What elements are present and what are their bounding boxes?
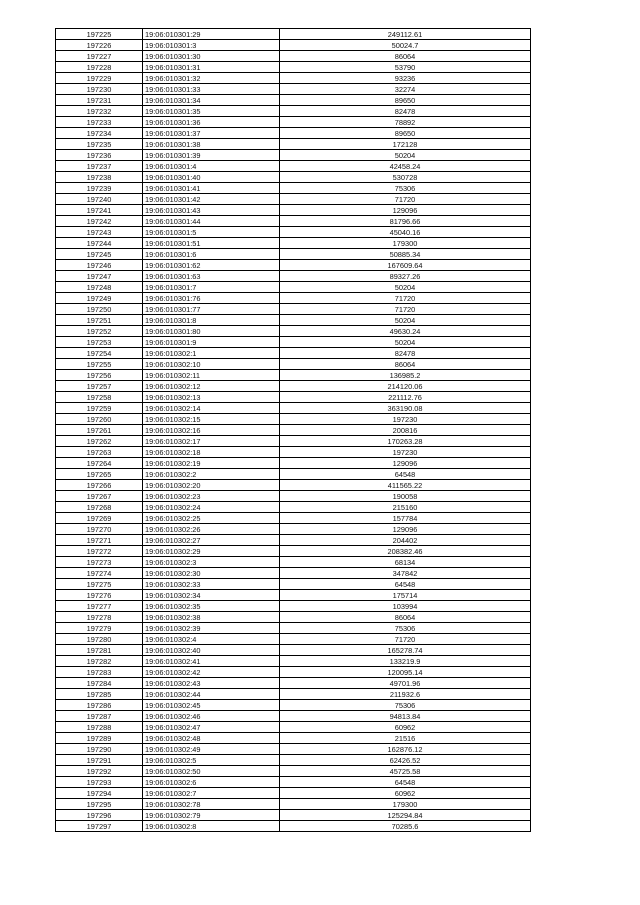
table-row [56, 271, 531, 282]
row-number-cell: 197272 [56, 546, 143, 557]
cadastral-number-cell: 19:06:010302:44 [143, 689, 280, 700]
row-number-cell: 197230 [56, 84, 143, 95]
cadastral-value-cell: 190058 [280, 491, 531, 502]
table-row [56, 73, 531, 84]
cadastral-value-cell: 249112.61 [280, 29, 531, 40]
row-number-cell: 197233 [56, 117, 143, 128]
cadastral-number-cell: 19:06:010301:3 [143, 40, 280, 51]
cadastral-number-cell: 19:06:010301:31 [143, 62, 280, 73]
cadastral-value-cell: 49701.96 [280, 678, 531, 689]
table-row [56, 502, 531, 513]
table-row [56, 557, 531, 568]
row-number-cell: 197242 [56, 216, 143, 227]
cadastral-value-cell: 82478 [280, 106, 531, 117]
table-row [56, 392, 531, 403]
table-row [56, 579, 531, 590]
row-number-cell: 197291 [56, 755, 143, 766]
table-row [56, 678, 531, 689]
table-row [56, 62, 531, 73]
cadastral-value-cell: 75306 [280, 623, 531, 634]
row-number-cell: 197293 [56, 777, 143, 788]
cadastral-value-cell: 133219.9 [280, 656, 531, 667]
cadastral-number-cell: 19:06:010301:30 [143, 51, 280, 62]
cadastral-value-cell: 157784 [280, 513, 531, 524]
row-number-cell: 197296 [56, 810, 143, 821]
cadastral-value-cell: 204402 [280, 535, 531, 546]
table-row [56, 821, 531, 832]
row-number-cell: 197247 [56, 271, 143, 282]
cadastral-number-cell: 19:06:010302:33 [143, 579, 280, 590]
cadastral-number-cell: 19:06:010301:76 [143, 293, 280, 304]
cadastral-number-cell: 19:06:010302:38 [143, 612, 280, 623]
row-number-cell: 197288 [56, 722, 143, 733]
cadastral-value-cell: 167609.64 [280, 260, 531, 271]
table-row [56, 161, 531, 172]
cadastral-number-cell: 19:06:010302:3 [143, 557, 280, 568]
cadastral-value-cell: 60962 [280, 722, 531, 733]
row-number-cell: 197262 [56, 436, 143, 447]
cadastral-number-cell: 19:06:010302:13 [143, 392, 280, 403]
row-number-cell: 197246 [56, 260, 143, 271]
cadastral-number-cell: 19:06:010302:5 [143, 755, 280, 766]
cadastral-number-cell: 19:06:010302:35 [143, 601, 280, 612]
cadastral-value-cell: 50885.34 [280, 249, 531, 260]
table-row [56, 623, 531, 634]
cadastral-number-cell: 19:06:010301:29 [143, 29, 280, 40]
row-number-cell: 197228 [56, 62, 143, 73]
cadastral-value-cell: 136985.2 [280, 370, 531, 381]
row-number-cell: 197240 [56, 194, 143, 205]
table-row [56, 172, 531, 183]
row-number-cell: 197276 [56, 590, 143, 601]
cadastral-number-cell: 19:06:010302:16 [143, 425, 280, 436]
row-number-cell: 197285 [56, 689, 143, 700]
cadastral-number-cell: 19:06:010301:9 [143, 337, 280, 348]
row-number-cell: 197252 [56, 326, 143, 337]
cadastral-number-cell: 19:06:010302:49 [143, 744, 280, 755]
table-row [56, 689, 531, 700]
cadastral-number-cell: 19:06:010302:41 [143, 656, 280, 667]
table-row [56, 194, 531, 205]
row-number-cell: 197269 [56, 513, 143, 524]
cadastral-number-cell: 19:06:010301:42 [143, 194, 280, 205]
cadastral-number-cell: 19:06:010302:43 [143, 678, 280, 689]
cadastral-number-cell: 19:06:010301:38 [143, 139, 280, 150]
table-row [56, 315, 531, 326]
cadastral-value-cell: 64548 [280, 777, 531, 788]
row-number-cell: 197265 [56, 469, 143, 480]
table-row [56, 458, 531, 469]
cadastral-value-cell: 62426.52 [280, 755, 531, 766]
row-number-cell: 197289 [56, 733, 143, 744]
table-row [56, 84, 531, 95]
table-row [56, 645, 531, 656]
cadastral-number-cell: 19:06:010302:7 [143, 788, 280, 799]
cadastral-value-cell: 82478 [280, 348, 531, 359]
table-row [56, 326, 531, 337]
row-number-cell: 197234 [56, 128, 143, 139]
cadastral-value-cell: 120095.14 [280, 667, 531, 678]
cadastral-value-cell: 71720 [280, 304, 531, 315]
row-number-cell: 197277 [56, 601, 143, 612]
cadastral-number-cell: 19:06:010302:10 [143, 359, 280, 370]
table-row [56, 95, 531, 106]
cadastral-value-cell: 129096 [280, 205, 531, 216]
row-number-cell: 197261 [56, 425, 143, 436]
cadastral-number-cell: 19:06:010302:42 [143, 667, 280, 678]
table-row [56, 216, 531, 227]
table-row [56, 403, 531, 414]
cadastral-value-cell: 172128 [280, 139, 531, 150]
row-number-cell: 197237 [56, 161, 143, 172]
cadastral-value-cell: 125294.84 [280, 810, 531, 821]
row-number-cell: 197226 [56, 40, 143, 51]
row-number-cell: 197245 [56, 249, 143, 260]
table-row [56, 700, 531, 711]
table-row [56, 634, 531, 645]
cadastral-number-cell: 19:06:010302:26 [143, 524, 280, 535]
cadastral-number-cell: 19:06:010301:51 [143, 238, 280, 249]
table-body [56, 29, 531, 832]
cadastral-number-cell: 19:06:010302:79 [143, 810, 280, 821]
row-number-cell: 197236 [56, 150, 143, 161]
table-row [56, 788, 531, 799]
row-number-cell: 197287 [56, 711, 143, 722]
cadastral-value-cell: 129096 [280, 524, 531, 535]
cadastral-number-cell: 19:06:010301:43 [143, 205, 280, 216]
row-number-cell: 197260 [56, 414, 143, 425]
table-row [56, 106, 531, 117]
cadastral-number-cell: 19:06:010301:41 [143, 183, 280, 194]
table-row [56, 29, 531, 40]
cadastral-number-cell: 19:06:010302:1 [143, 348, 280, 359]
cadastral-number-cell: 19:06:010301:35 [143, 106, 280, 117]
cadastral-value-cell: 175714 [280, 590, 531, 601]
table-row [56, 425, 531, 436]
cadastral-number-cell: 19:06:010302:47 [143, 722, 280, 733]
cadastral-value-cell: 68134 [280, 557, 531, 568]
row-number-cell: 197273 [56, 557, 143, 568]
cadastral-number-cell: 19:06:010301:8 [143, 315, 280, 326]
cadastral-number-cell: 19:06:010302:27 [143, 535, 280, 546]
row-number-cell: 197259 [56, 403, 143, 414]
cadastral-value-table [55, 28, 531, 832]
cadastral-value-cell: 78892 [280, 117, 531, 128]
row-number-cell: 197241 [56, 205, 143, 216]
row-number-cell: 197295 [56, 799, 143, 810]
cadastral-number-cell: 19:06:010302:11 [143, 370, 280, 381]
table-row [56, 480, 531, 491]
table-row [56, 337, 531, 348]
cadastral-value-cell: 86064 [280, 359, 531, 370]
cadastral-value-cell: 71720 [280, 293, 531, 304]
row-number-cell: 197251 [56, 315, 143, 326]
table-row [56, 755, 531, 766]
cadastral-number-cell: 19:06:010302:46 [143, 711, 280, 722]
row-number-cell: 197227 [56, 51, 143, 62]
cadastral-value-cell: 197230 [280, 447, 531, 458]
table-row [56, 766, 531, 777]
cadastral-number-cell: 19:06:010302:6 [143, 777, 280, 788]
cadastral-value-cell: 215160 [280, 502, 531, 513]
row-number-cell: 197290 [56, 744, 143, 755]
row-number-cell: 197284 [56, 678, 143, 689]
cadastral-number-cell: 19:06:010302:18 [143, 447, 280, 458]
cadastral-value-cell: 81796.66 [280, 216, 531, 227]
cadastral-value-cell: 89650 [280, 95, 531, 106]
row-number-cell: 197225 [56, 29, 143, 40]
cadastral-value-cell: 129096 [280, 458, 531, 469]
row-number-cell: 197263 [56, 447, 143, 458]
cadastral-value-cell: 179300 [280, 799, 531, 810]
cadastral-value-cell: 86064 [280, 51, 531, 62]
cadastral-number-cell: 19:06:010301:39 [143, 150, 280, 161]
table-row [56, 447, 531, 458]
cadastral-value-cell: 221112.76 [280, 392, 531, 403]
cadastral-number-cell: 19:06:010302:40 [143, 645, 280, 656]
table-row [56, 249, 531, 260]
cadastral-value-cell: 21516 [280, 733, 531, 744]
cadastral-number-cell: 19:06:010301:44 [143, 216, 280, 227]
row-number-cell: 197268 [56, 502, 143, 513]
cadastral-number-cell: 19:06:010302:24 [143, 502, 280, 513]
row-number-cell: 197249 [56, 293, 143, 304]
cadastral-value-cell: 103994 [280, 601, 531, 612]
cadastral-number-cell: 19:06:010302:78 [143, 799, 280, 810]
row-number-cell: 197239 [56, 183, 143, 194]
cadastral-value-cell: 75306 [280, 183, 531, 194]
table-row [56, 722, 531, 733]
table-row [56, 293, 531, 304]
table-row [56, 304, 531, 315]
cadastral-number-cell: 19:06:010302:34 [143, 590, 280, 601]
cadastral-number-cell: 19:06:010301:5 [143, 227, 280, 238]
table-row [56, 546, 531, 557]
cadastral-value-cell: 411565.22 [280, 480, 531, 491]
cadastral-value-cell: 71720 [280, 634, 531, 645]
cadastral-value-cell: 50024.7 [280, 40, 531, 51]
cadastral-number-cell: 19:06:010302:8 [143, 821, 280, 832]
table-row [56, 656, 531, 667]
table-row [56, 601, 531, 612]
cadastral-value-cell: 42458.24 [280, 161, 531, 172]
cadastral-value-cell: 60962 [280, 788, 531, 799]
cadastral-value-cell: 45725.58 [280, 766, 531, 777]
cadastral-number-cell: 19:06:010301:6 [143, 249, 280, 260]
table-row [56, 667, 531, 678]
table-row [56, 117, 531, 128]
cadastral-value-cell: 32274 [280, 84, 531, 95]
row-number-cell: 197266 [56, 480, 143, 491]
row-number-cell: 197264 [56, 458, 143, 469]
cadastral-number-cell: 19:06:010302:45 [143, 700, 280, 711]
cadastral-number-cell: 19:06:010302:23 [143, 491, 280, 502]
row-number-cell: 197250 [56, 304, 143, 315]
cadastral-value-cell: 45040.16 [280, 227, 531, 238]
table-row [56, 491, 531, 502]
row-number-cell: 197297 [56, 821, 143, 832]
table-row [56, 150, 531, 161]
row-number-cell: 197235 [56, 139, 143, 150]
row-number-cell: 197281 [56, 645, 143, 656]
cadastral-number-cell: 19:06:010301:7 [143, 282, 280, 293]
cadastral-number-cell: 19:06:010301:63 [143, 271, 280, 282]
row-number-cell: 197283 [56, 667, 143, 678]
cadastral-number-cell: 19:06:010302:15 [143, 414, 280, 425]
row-number-cell: 197256 [56, 370, 143, 381]
cadastral-number-cell: 19:06:010302:17 [143, 436, 280, 447]
cadastral-number-cell: 19:06:010302:25 [143, 513, 280, 524]
row-number-cell: 197286 [56, 700, 143, 711]
cadastral-value-cell: 49630.24 [280, 326, 531, 337]
table-row [56, 469, 531, 480]
row-number-cell: 197238 [56, 172, 143, 183]
cadastral-value-cell: 70285.6 [280, 821, 531, 832]
row-number-cell: 197244 [56, 238, 143, 249]
row-number-cell: 197231 [56, 95, 143, 106]
table-row [56, 733, 531, 744]
cadastral-number-cell: 19:06:010301:34 [143, 95, 280, 106]
table-row [56, 810, 531, 821]
table-row [56, 436, 531, 447]
cadastral-value-cell: 64548 [280, 579, 531, 590]
cadastral-number-cell: 19:06:010302:4 [143, 634, 280, 645]
row-number-cell: 197279 [56, 623, 143, 634]
table-row [56, 612, 531, 623]
cadastral-number-cell: 19:06:010301:36 [143, 117, 280, 128]
table-row [56, 568, 531, 579]
cadastral-value-cell: 86064 [280, 612, 531, 623]
table-row [56, 359, 531, 370]
cadastral-value-cell: 71720 [280, 194, 531, 205]
row-number-cell: 197292 [56, 766, 143, 777]
cadastral-value-cell: 170263.28 [280, 436, 531, 447]
table-row [56, 535, 531, 546]
table-row [56, 183, 531, 194]
cadastral-number-cell: 19:06:010302:50 [143, 766, 280, 777]
cadastral-number-cell: 19:06:010301:33 [143, 84, 280, 95]
table-row [56, 777, 531, 788]
row-number-cell: 197275 [56, 579, 143, 590]
cadastral-number-cell: 19:06:010302:30 [143, 568, 280, 579]
row-number-cell: 197254 [56, 348, 143, 359]
table-row [56, 799, 531, 810]
cadastral-value-cell: 363190.08 [280, 403, 531, 414]
table-row [56, 238, 531, 249]
cadastral-value-cell: 200816 [280, 425, 531, 436]
table-row [56, 590, 531, 601]
cadastral-value-cell: 165278.74 [280, 645, 531, 656]
cadastral-number-cell: 19:06:010302:20 [143, 480, 280, 491]
table-row [56, 711, 531, 722]
row-number-cell: 197270 [56, 524, 143, 535]
row-number-cell: 197248 [56, 282, 143, 293]
cadastral-value-cell: 208382.46 [280, 546, 531, 557]
cadastral-number-cell: 19:06:010301:40 [143, 172, 280, 183]
row-number-cell: 197257 [56, 381, 143, 392]
row-number-cell: 197258 [56, 392, 143, 403]
cadastral-number-cell: 19:06:010301:80 [143, 326, 280, 337]
row-number-cell: 197271 [56, 535, 143, 546]
cadastral-value-cell: 75306 [280, 700, 531, 711]
row-number-cell: 197278 [56, 612, 143, 623]
cadastral-value-cell: 53790 [280, 62, 531, 73]
cadastral-number-cell: 19:06:010301:37 [143, 128, 280, 139]
row-number-cell: 197253 [56, 337, 143, 348]
table-row [56, 524, 531, 535]
cadastral-value-cell: 530728 [280, 172, 531, 183]
row-number-cell: 197294 [56, 788, 143, 799]
cadastral-value-cell: 214120.06 [280, 381, 531, 392]
cadastral-value-cell: 162876.12 [280, 744, 531, 755]
cadastral-number-cell: 19:06:010301:62 [143, 260, 280, 271]
cadastral-value-cell: 50204 [280, 315, 531, 326]
table-row [56, 51, 531, 62]
table-row [56, 205, 531, 216]
cadastral-value-cell: 50204 [280, 337, 531, 348]
row-number-cell: 197255 [56, 359, 143, 370]
cadastral-value-cell: 179300 [280, 238, 531, 249]
cadastral-number-cell: 19:06:010301:77 [143, 304, 280, 315]
row-number-cell: 197282 [56, 656, 143, 667]
table-row [56, 260, 531, 271]
cadastral-number-cell: 19:06:010302:2 [143, 469, 280, 480]
table-row [56, 381, 531, 392]
table-row [56, 513, 531, 524]
table-row [56, 282, 531, 293]
cadastral-value-cell: 197230 [280, 414, 531, 425]
cadastral-number-cell: 19:06:010302:12 [143, 381, 280, 392]
cadastral-value-cell: 94813.84 [280, 711, 531, 722]
cadastral-number-cell: 19:06:010302:48 [143, 733, 280, 744]
row-number-cell: 197274 [56, 568, 143, 579]
row-number-cell: 197267 [56, 491, 143, 502]
table-row [56, 139, 531, 150]
cadastral-value-cell: 89327.26 [280, 271, 531, 282]
cadastral-value-cell: 50204 [280, 150, 531, 161]
row-number-cell: 197232 [56, 106, 143, 117]
cadastral-value-cell: 211932.6 [280, 689, 531, 700]
cadastral-number-cell: 19:06:010302:29 [143, 546, 280, 557]
table-row [56, 128, 531, 139]
row-number-cell: 197280 [56, 634, 143, 645]
table-row [56, 348, 531, 359]
cadastral-value-cell: 64548 [280, 469, 531, 480]
cadastral-value-cell: 93236 [280, 73, 531, 84]
row-number-cell: 197229 [56, 73, 143, 84]
table-row [56, 414, 531, 425]
cadastral-value-cell: 50204 [280, 282, 531, 293]
table-row [56, 227, 531, 238]
table-row [56, 40, 531, 51]
cadastral-number-cell: 19:06:010302:14 [143, 403, 280, 414]
cadastral-number-cell: 19:06:010301:32 [143, 73, 280, 84]
cadastral-value-cell: 347842 [280, 568, 531, 579]
table-row [56, 370, 531, 381]
cadastral-number-cell: 19:06:010301:4 [143, 161, 280, 172]
cadastral-value-cell: 89650 [280, 128, 531, 139]
table-row [56, 744, 531, 755]
row-number-cell: 197243 [56, 227, 143, 238]
cadastral-number-cell: 19:06:010302:39 [143, 623, 280, 634]
cadastral-number-cell: 19:06:010302:19 [143, 458, 280, 469]
